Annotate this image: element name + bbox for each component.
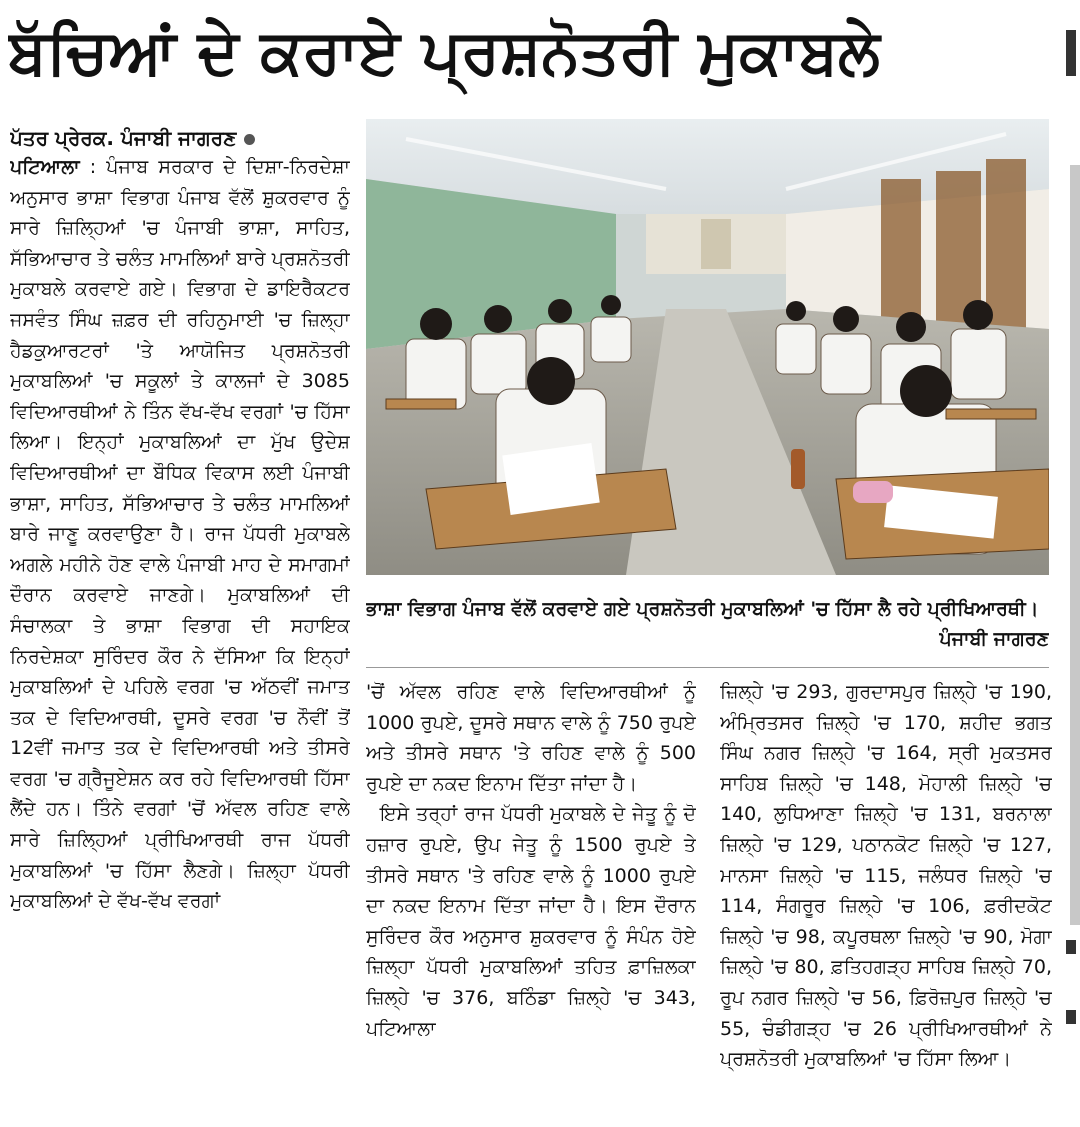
photo-caption [366, 594, 1049, 660]
edge-glyph [1066, 940, 1076, 954]
news-photo [366, 119, 1049, 575]
edge-glyph [1066, 1010, 1076, 1024]
column-1-text: : ਪੰਜਾਬ ਸਰਕਾਰ ਦੇ ਦਿਸ਼ਾ-ਨਿਰਦੇਸ਼ਾ ਅਨੁਸਾਰ ਭਾਸ਼ਾ ਵਿਭਾਗ ਪੰਜਾਬ ਵੱਲੋਂ ਸ਼ੁਕਰਵਾਰ ਨੂੰ ਸਾਰੇ ਜ਼ਿਲ੍ਹਿਆਂ 'ਚ ਪੰਜਾਬੀ ਭਾਸ਼ਾ, ਸਾਹਿਤ, ਸੱਭਿਆਚਾਰ ਤੇ ਚਲੰਤ ਮਾਮਲਿਆਂ ਬਾਰੇ ਪ੍ਰਸ਼ਨੋਤਰੀ ਮੁਕਾਬਲੇ ਕਰਵਾਏ ਗਏ। ਵਿਭਾਗ ਦੇ ਡਾਇਰੈਕਟਰ ਜਸਵੰਤ ਸਿੰਘ ਜ਼ਫ਼ਰ ਦੀ ਰਹਿਨੁਮਾਈ 'ਚ ਜ਼ਿਲ੍ਹਾ ਹੈਡਕੁਆਰਟਰਾਂ 'ਤੇ ਆਯੋਜਿਤ ਪ੍ਰਸ਼ਨੋਤਰੀ ਮੁਕਾਬਲਿਆਂ 'ਚ ਸਕੂਲਾਂ ਤੇ ਕਾਲਜਾਂ ਦੇ 3085 ਵਿਦਿਆਰਥੀਆਂ ਨੇ ਤਿੰਨ ਵੱਖ-ਵੱਖ ਵਰਗਾਂ 'ਚ ਹਿੱਸਾ ਲਿਆ। ਇਨ੍ਹਾਂ ਮੁਕਾਬਲਿਆਂ ਦਾ ਮੁੱਖ ਉਦੇਸ਼ ਵਿਦਿਆਰਥੀਆਂ ਦਾ ਬੌਧਿਕ ਵਿਕਾਸ ਲਈ ਪੰਜਾਬੀ ਭਾਸ਼ਾ, ਸਾਹਿਤ, ਸੱਭਿਆਚਾਰ ਤੇ ਚਲੰਤ ਮਾਮਲਿਆਂ ਬਾਰੇ ਜਾਣੂ ਕਰਵਾਉਣਾ ਹੈ। ਰਾਜ ਪੱਧਰੀ ਮੁਕਾਬਲੇ ਅਗਲੇ ਮਹੀਨੇ ਹੋਣ ਵਾਲੇ ਪੰਜਾਬੀ ਮਾਹ ਦੇ ਸਮਾਗਮਾਂ ਦੌਰਾਨ ਕਰਵਾਏ ਜਾਣਗੇ। ਮੁਕਾਬਲਿਆਂ ਦੀ ਸੰਚਾਲਕਾ ਤੇ ਭਾਸ਼ਾ ਵਿਭਾਗ ਦੀ ਸਹਾਇਕ ਨਿਰਦੇਸ਼ਕਾ ਸੁਰਿੰਦਰ ਕੌਰ ਨੇ ਦੱਸਿਆ ਕਿ ਇਨ੍ਹਾਂ ਮੁਕਾਬਲਿਆਂ ਦੇ ਪਹਿਲੇ ਵਰਗ 'ਚ ਅੱਠਵੀਂ ਜਮਾਤ ਤਕ ਦੇ ਵਿਦਿਆਰਥੀ, ਦੂਸਰੇ ਵਰਗ 'ਚ ਨੌਵੀਂ ਤੋਂ 12ਵੀਂ ਜਮਾਤ ਤਕ ਦੇ ਵਿਦਿਆਰਥੀ ਅਤੇ ਤੀਸਰੇ ਵਰਗ 'ਚ ਗ੍ਰੈਜੂਏਸ਼ਨ ਕਰ ਰਹੇ ਵਿਦਿਆਰਥੀ ਹਿੱਸਾ ਲੈਂਦੇ ਹਨ। ਤਿੰਨੇ ਵਰਗਾਂ 'ਚੋਂ ਅੱਵਲ ਰਹਿਣ ਵਾਲੇ ਸਾਰੇ ਜ਼ਿਲ੍ਹਿਆਂ ਪ੍ਰੀਖਿਆਰਥੀ ਰਾਜ ਪੱਧਰੀ ਮੁਕਾਬਲਿਆਂ 'ਚ ਹਿੱਸਾ ਲੈਣਗੇ। ਜ਼ਿਲ੍ਹਾ ਪੱਧਰੀ ਮੁਕਾਬਲਿਆਂ ਦੇ ਵੱਖ-ਵੱਖ ਵਰਗਾਂ [10, 156, 350, 913]
caption-divider [366, 667, 1049, 668]
bullet-icon [244, 134, 255, 145]
byline [10, 120, 350, 156]
byline-text: ਪੱਤਰ ਪ੍ਰੇਰਕ. ਪੰਜਾਬੀ ਜਾਗਰਣ [10, 126, 237, 150]
photo-credit: ਪੰਜਾਬੀ ਜਾਗਰਣ [939, 628, 1049, 650]
article-column-2 [366, 677, 696, 1122]
dateline: ਪਟਿਆਲਾ [10, 156, 80, 178]
column-2-paragraph-1: 'ਚੋਂ ਅੱਵਲ ਰਹਿਣ ਵਾਲੇ ਵਿਦਿਆਰਥੀਆਂ ਨੂੰ 1000 ਰੁਪਏ, ਦੂਸਰੇ ਸਥਾਨ ਵਾਲੇ ਨੂੰ 750 ਰੁਪਏ ਅਤੇ ਤੀਸਰੇ ਸਥਾਨ 'ਤੇ ਰਹਿਣ ਵਾਲੇ ਨੂੰ 500 ਰੁਪਏ ਦਾ ਨਕਦ ਇਨਾਮ ਦਿੱਤਾ ਜਾਂਦਾ ਹੈ। [366, 681, 696, 795]
adjacent-page-strip [1070, 165, 1080, 925]
column-2-paragraph-2: ਇਸੇ ਤਰ੍ਹਾਂ ਰਾਜ ਪੱਧਰੀ ਮੁਕਾਬਲੇ ਦੇ ਜੇਤੂ ਨੂੰ ਦੋ ਹਜ਼ਾਰ ਰੁਪਏ, ਉਪ ਜੇਤੂ ਨੂੰ 1500 ਰੁਪਏ ਤੇ ਤੀਸਰੇ ਸਥਾਨ 'ਤੇ ਰਹਿਣ ਵਾਲੇ ਨੂੰ 1000 ਰੁਪਏ ਦਾ ਨਕਦ ਇਨਾਮ ਦਿੱਤਾ ਜਾਂਦਾ ਹੈ। ਇਸ ਦੌਰਾਨ ਸੁਰਿੰਦਰ ਕੌਰ ਅਨੁਸਾਰ ਸ਼ੁਕਰਵਾਰ ਨੂੰ ਸੰਪੰਨ ਹੋਏ ਜ਼ਿਲ੍ਹਾ ਪੱਧਰੀ ਮੁਕਾਬਲਿਆਂ ਤਹਿਤ ਫ਼ਾਜ਼ਿਲਕਾ ਜ਼ਿਲ੍ਹੇ 'ਚ 376, ਬਠਿੰਡਾ ਜ਼ਿਲ੍ਹੇ 'ਚ 343, ਪਟਿਆਲਾ [366, 803, 696, 1040]
headline: ਬੱਚਿਆਂ ਦੇ ਕਰਾਏ ਪ੍ਰਸ਼ਨੋਤਰੀ ਮੁਕਾਬਲੇ [8, 15, 880, 88]
column-3-text: ਜ਼ਿਲ੍ਹੇ 'ਚ 293, ਗੁਰਦਾਸਪੁਰ ਜ਼ਿਲ੍ਹੇ 'ਚ 190, ਅੰਮ੍ਰਿਤਸਰ ਜ਼ਿਲ੍ਹੇ 'ਚ 170, ਸ਼ਹੀਦ ਭਗਤ ਸਿੰਘ ਨਗਰ ਜ਼ਿਲ੍ਹੇ 'ਚ 164, ਸ੍ਰੀ ਮੁਕਤਸਰ ਸਾਹਿਬ ਜ਼ਿਲ੍ਹੇ 'ਚ 148, ਮੋਹਾਲੀ ਜ਼ਿਲ੍ਹੇ 'ਚ 140, ਲੁਧਿਆਣਾ ਜ਼ਿਲ੍ਹੇ 'ਚ 131, ਬਰਨਾਲਾ ਜ਼ਿਲ੍ਹੇ 'ਚ 129, ਪਠਾਨਕੋਟ ਜ਼ਿਲ੍ਹੇ 'ਚ 127, ਮਾਨਸਾ ਜ਼ਿਲ੍ਹੇ 'ਚ 115, ਜਲੰਧਰ ਜ਼ਿਲ੍ਹੇ 'ਚ 114, ਸੰਗਰੂਰ ਜ਼ਿਲ੍ਹੇ 'ਚ 106, ਫ਼ਰੀਦਕੋਟ ਜ਼ਿਲ੍ਹੇ 'ਚ 98, ਕਪੂਰਥਲਾ ਜ਼ਿਲ੍ਹੇ 'ਚ 90, ਮੋਗਾ ਜ਼ਿਲ੍ਹੇ 'ਚ 80, ਫ਼ਤਿਹਗੜ੍ਹ ਸਾਹਿਬ ਜ਼ਿਲ੍ਹੇ 70, ਰੂਪ ਨਗਰ ਜ਼ਿਲ੍ਹੇ 'ਚ 56, ਫ਼ਿਰੋਜ਼ਪੁਰ ਜ਼ਿਲ੍ਹੇ 'ਚ 55, ਚੰਡੀਗੜ੍ਹ 'ਚ 26 ਪ੍ਰੀਖਿਆਰਥੀਆਂ ਨੇ ਪ੍ਰਸ਼ਨੋਤਰੀ ਮੁਕਾਬਲਿਆਂ 'ਚ ਹਿੱਸਾ ਲਿਆ। [720, 681, 1052, 1071]
article-column-1 [10, 152, 350, 1124]
exam-hall-photo [366, 119, 1049, 575]
edge-glyph [1066, 30, 1076, 76]
caption-text: ਭਾਸ਼ਾ ਵਿਭਾਗ ਪੰਜਾਬ ਵੱਲੋਂ ਕਰਵਾਏ ਗਏ ਪ੍ਰਸ਼ਨੋਤਰੀ ਮੁਕਾਬਲਿਆਂ 'ਚ ਹਿੱਸਾ ਲੈ ਰਹੇ ਪ੍ਰੀਖਿਆਰਥੀ। [366, 598, 1039, 620]
article-column-3 [720, 677, 1052, 1122]
